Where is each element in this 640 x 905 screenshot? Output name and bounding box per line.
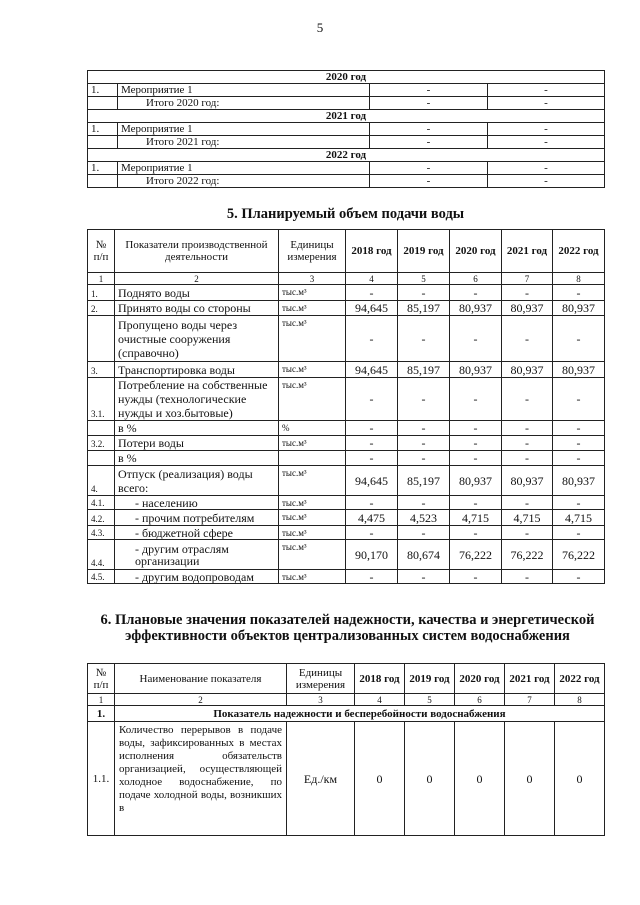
- row-value: 0: [405, 722, 455, 836]
- event-value: -: [488, 123, 605, 136]
- row-unit: тыс.м³: [279, 510, 346, 526]
- row-indicator: Количество перерывов в подаче воды, зафиксированных в местах исполнения обязательств организацией, осуществляющей холодное водоснабжение, по подаче холодной воды, возникших в: [115, 722, 287, 836]
- row-value: -: [346, 436, 398, 451]
- table-row: [88, 421, 605, 436]
- row-value: -: [398, 570, 450, 584]
- row-value: 4,715: [450, 510, 502, 526]
- column-number: 2: [115, 273, 279, 285]
- column-number: 3: [279, 273, 346, 285]
- row-value: 0: [505, 722, 555, 836]
- table-row: [88, 316, 605, 362]
- row-value: -: [346, 421, 398, 436]
- reliability-table: [87, 663, 605, 836]
- row-unit: тыс.м³: [279, 362, 346, 378]
- row-indicator: в %: [115, 421, 279, 436]
- row-value: -: [450, 285, 502, 301]
- row-value: 94,645: [346, 362, 398, 378]
- group-title: Показатель надежности и бесперебойности водоснабжения: [115, 706, 605, 722]
- row-num: [88, 451, 115, 466]
- row-value: -: [398, 378, 450, 421]
- column-number: 5: [405, 694, 455, 706]
- total-row: [88, 175, 605, 188]
- row-value: -: [553, 316, 605, 362]
- row-value: -: [553, 285, 605, 301]
- row-indicator: Транспортировка воды: [115, 362, 279, 378]
- row-num: 4.3.: [88, 526, 115, 540]
- column-numbers-row: [88, 273, 605, 285]
- event-num: 1.: [88, 162, 118, 175]
- row-value: 94,645: [346, 301, 398, 316]
- row-value: -: [450, 570, 502, 584]
- row-indicator: - бюджетной сфере: [115, 526, 279, 540]
- row-num: 3.2.: [88, 436, 115, 451]
- row-value: 4,715: [502, 510, 553, 526]
- row-unit: тыс.м³: [279, 301, 346, 316]
- row-unit: тыс.м³: [279, 466, 346, 496]
- row-indicator: - населению: [115, 496, 279, 510]
- row-value: 80,937: [553, 301, 605, 316]
- col-header-year: 2020 год: [455, 664, 505, 694]
- row-value: -: [346, 378, 398, 421]
- column-number: 4: [355, 694, 405, 706]
- event-name: Мероприятие 1: [118, 162, 370, 175]
- row-value: -: [502, 496, 553, 510]
- col-header-year: 2020 год: [450, 230, 502, 273]
- total-row: [88, 136, 605, 149]
- col-header-unit: Единицы измерения: [279, 230, 346, 273]
- table-row: [88, 451, 605, 466]
- row-value: -: [398, 526, 450, 540]
- row-unit: тыс.м³: [279, 378, 346, 421]
- col-header-unit: Единицы измерения: [287, 664, 355, 694]
- table-row: [88, 301, 605, 316]
- row-num: 4.5.: [88, 570, 115, 584]
- row-value: 90,170: [346, 540, 398, 570]
- col-header-year: 2022 год: [555, 664, 605, 694]
- row-num: 1.: [88, 285, 115, 301]
- row-value: -: [450, 378, 502, 421]
- row-value: 80,937: [553, 362, 605, 378]
- year-header-row: [88, 71, 605, 84]
- row-value: 80,937: [553, 466, 605, 496]
- row-value: -: [398, 421, 450, 436]
- row-value: -: [398, 285, 450, 301]
- row-indicator: Потребление на собственные нужды (технологические нужды и хоз.бытовые): [115, 378, 279, 421]
- row-unit: тыс.м³: [279, 526, 346, 540]
- column-number: 5: [398, 273, 450, 285]
- table-row: [88, 436, 605, 451]
- year-label: 2022 год: [88, 149, 605, 162]
- row-num: 4.: [88, 466, 115, 496]
- row-num: 4.2.: [88, 510, 115, 526]
- column-number: 1: [88, 694, 115, 706]
- event-num: 1.: [88, 84, 118, 97]
- table-row: [88, 285, 605, 301]
- row-value: 80,937: [502, 362, 553, 378]
- row-num: 1.1.: [88, 722, 115, 836]
- total-label: Итого 2020 год:: [118, 97, 370, 110]
- column-number: 4: [346, 273, 398, 285]
- row-unit: тыс.м³: [279, 540, 346, 570]
- row-value: -: [553, 570, 605, 584]
- total-num-cell: [88, 175, 118, 188]
- row-num: 3.: [88, 362, 115, 378]
- row-value: -: [398, 436, 450, 451]
- row-value: -: [450, 316, 502, 362]
- column-number: 6: [455, 694, 505, 706]
- row-value: -: [450, 421, 502, 436]
- row-num: 4.1.: [88, 496, 115, 510]
- row-value: -: [398, 451, 450, 466]
- event-value: -: [370, 123, 488, 136]
- year-label: 2020 год: [88, 71, 605, 84]
- row-value: 4,715: [553, 510, 605, 526]
- event-num: 1.: [88, 123, 118, 136]
- row-value: 85,197: [398, 362, 450, 378]
- row-value: 80,674: [398, 540, 450, 570]
- col-header-indicator: Наименование показателя: [115, 664, 287, 694]
- row-indicator: - другим водопроводам: [115, 570, 279, 584]
- row-indicator: Потери воды: [115, 436, 279, 451]
- total-value: -: [370, 136, 488, 149]
- col-header-year: 2018 год: [346, 230, 398, 273]
- table-row: [88, 526, 605, 540]
- column-number: 6: [450, 273, 502, 285]
- row-value: -: [553, 451, 605, 466]
- row-value: 76,222: [502, 540, 553, 570]
- row-unit: тыс.м³: [279, 496, 346, 510]
- row-value: 94,645: [346, 466, 398, 496]
- row-value: -: [450, 496, 502, 510]
- total-num-cell: [88, 97, 118, 110]
- row-value: -: [346, 316, 398, 362]
- row-value: -: [346, 526, 398, 540]
- row-value: -: [553, 526, 605, 540]
- column-number: 2: [115, 694, 287, 706]
- column-number: 3: [287, 694, 355, 706]
- col-header-year: 2021 год: [505, 664, 555, 694]
- total-row: [88, 97, 605, 110]
- row-value: -: [502, 436, 553, 451]
- row-num: 3.1.: [88, 378, 115, 421]
- row-indicator: Принято воды со стороны: [115, 301, 279, 316]
- row-value: 0: [455, 722, 505, 836]
- row-value: 80,937: [502, 301, 553, 316]
- row-value: 76,222: [553, 540, 605, 570]
- row-value: 0: [555, 722, 605, 836]
- row-value: -: [346, 570, 398, 584]
- row-unit: Ед./км: [287, 722, 355, 836]
- row-indicator: Отпуск (реализация) воды всего:: [115, 466, 279, 496]
- row-indicator: - прочим потребителям: [115, 510, 279, 526]
- event-value: -: [370, 162, 488, 175]
- row-value: -: [502, 285, 553, 301]
- event-value: -: [488, 84, 605, 97]
- row-value: -: [502, 570, 553, 584]
- year-header-row: [88, 110, 605, 123]
- row-value: 80,937: [450, 362, 502, 378]
- row-unit: тыс.м³: [279, 436, 346, 451]
- row-num: [88, 421, 115, 436]
- row-value: 76,222: [450, 540, 502, 570]
- column-number: 1: [88, 273, 115, 285]
- row-num: 2.: [88, 301, 115, 316]
- row-value: -: [346, 496, 398, 510]
- event-row: [88, 123, 605, 136]
- total-value: -: [488, 175, 605, 188]
- section6-title: 6. Плановые значения показателей надежности, качества и энергетической эффективности объектов централизованных систем водоснабжения: [100, 612, 595, 644]
- total-value: -: [370, 175, 488, 188]
- row-num: [88, 316, 115, 362]
- row-value: -: [450, 526, 502, 540]
- row-unit: %: [279, 421, 346, 436]
- column-number: 8: [553, 273, 605, 285]
- events-table: [87, 70, 605, 188]
- event-value: -: [488, 162, 605, 175]
- row-unit: тыс.м³: [279, 570, 346, 584]
- col-header-year: 2019 год: [405, 664, 455, 694]
- row-unit: [279, 451, 346, 466]
- row-value: -: [553, 378, 605, 421]
- row-value: 85,197: [398, 466, 450, 496]
- row-value: -: [346, 285, 398, 301]
- water-supply-table: [87, 229, 605, 584]
- col-header-year: 2018 год: [355, 664, 405, 694]
- event-value: -: [370, 84, 488, 97]
- row-value: 4,523: [398, 510, 450, 526]
- section5-title: 5. Планируемый объем подачи воды: [226, 206, 465, 222]
- row-value: -: [502, 421, 553, 436]
- row-num: 4.4.: [88, 540, 115, 570]
- table-row: [88, 540, 605, 570]
- row-value: -: [346, 451, 398, 466]
- row-value: -: [502, 316, 553, 362]
- total-value: -: [370, 97, 488, 110]
- row-indicator: Пропущено воды через очистные сооружения (справочно): [115, 316, 279, 362]
- total-num-cell: [88, 136, 118, 149]
- year-header-row: [88, 149, 605, 162]
- table-row: [88, 510, 605, 526]
- row-value: -: [398, 316, 450, 362]
- table-row: [88, 496, 605, 510]
- event-row: [88, 84, 605, 97]
- table-row: [88, 362, 605, 378]
- row-indicator: - другим отраслям организации: [115, 540, 279, 570]
- total-value: -: [488, 136, 605, 149]
- column-numbers-row: [88, 694, 605, 706]
- row-value: 80,937: [450, 466, 502, 496]
- row-unit: тыс.м³: [279, 316, 346, 362]
- page-number: 5: [316, 20, 324, 35]
- event-name: Мероприятие 1: [118, 123, 370, 136]
- col-header-num: № п/п: [88, 230, 115, 273]
- year-label: 2021 год: [88, 110, 605, 123]
- col-header-year: 2022 год: [553, 230, 605, 273]
- group-num: 1.: [88, 706, 115, 722]
- row-unit: тыс.м³: [279, 285, 346, 301]
- row-value: -: [502, 451, 553, 466]
- event-row: [88, 162, 605, 175]
- table-row: [88, 570, 605, 584]
- row-value: 80,937: [450, 301, 502, 316]
- row-value: -: [553, 436, 605, 451]
- table-row: [88, 378, 605, 421]
- col-header-year: 2021 год: [502, 230, 553, 273]
- row-indicator: Поднято воды: [115, 285, 279, 301]
- row-value: 80,937: [502, 466, 553, 496]
- row-value: -: [502, 526, 553, 540]
- total-label: Итого 2021 год:: [118, 136, 370, 149]
- col-header-num: № п/п: [88, 664, 115, 694]
- total-value: -: [488, 97, 605, 110]
- col-header-indicator: Показатели производственной деятельности: [115, 230, 279, 273]
- column-number: 8: [555, 694, 605, 706]
- total-label: Итого 2022 год:: [118, 175, 370, 188]
- column-number: 7: [502, 273, 553, 285]
- row-value: -: [502, 378, 553, 421]
- column-number: 7: [505, 694, 555, 706]
- row-value: -: [450, 451, 502, 466]
- event-name: Мероприятие 1: [118, 84, 370, 97]
- row-value: -: [553, 496, 605, 510]
- row-value: -: [398, 496, 450, 510]
- row-value: 4,475: [346, 510, 398, 526]
- col-header-year: 2019 год: [398, 230, 450, 273]
- row-value: 0: [355, 722, 405, 836]
- row-value: -: [450, 436, 502, 451]
- row-value: -: [553, 421, 605, 436]
- row-indicator: в %: [115, 451, 279, 466]
- row-value: 85,197: [398, 301, 450, 316]
- table-row: [88, 466, 605, 496]
